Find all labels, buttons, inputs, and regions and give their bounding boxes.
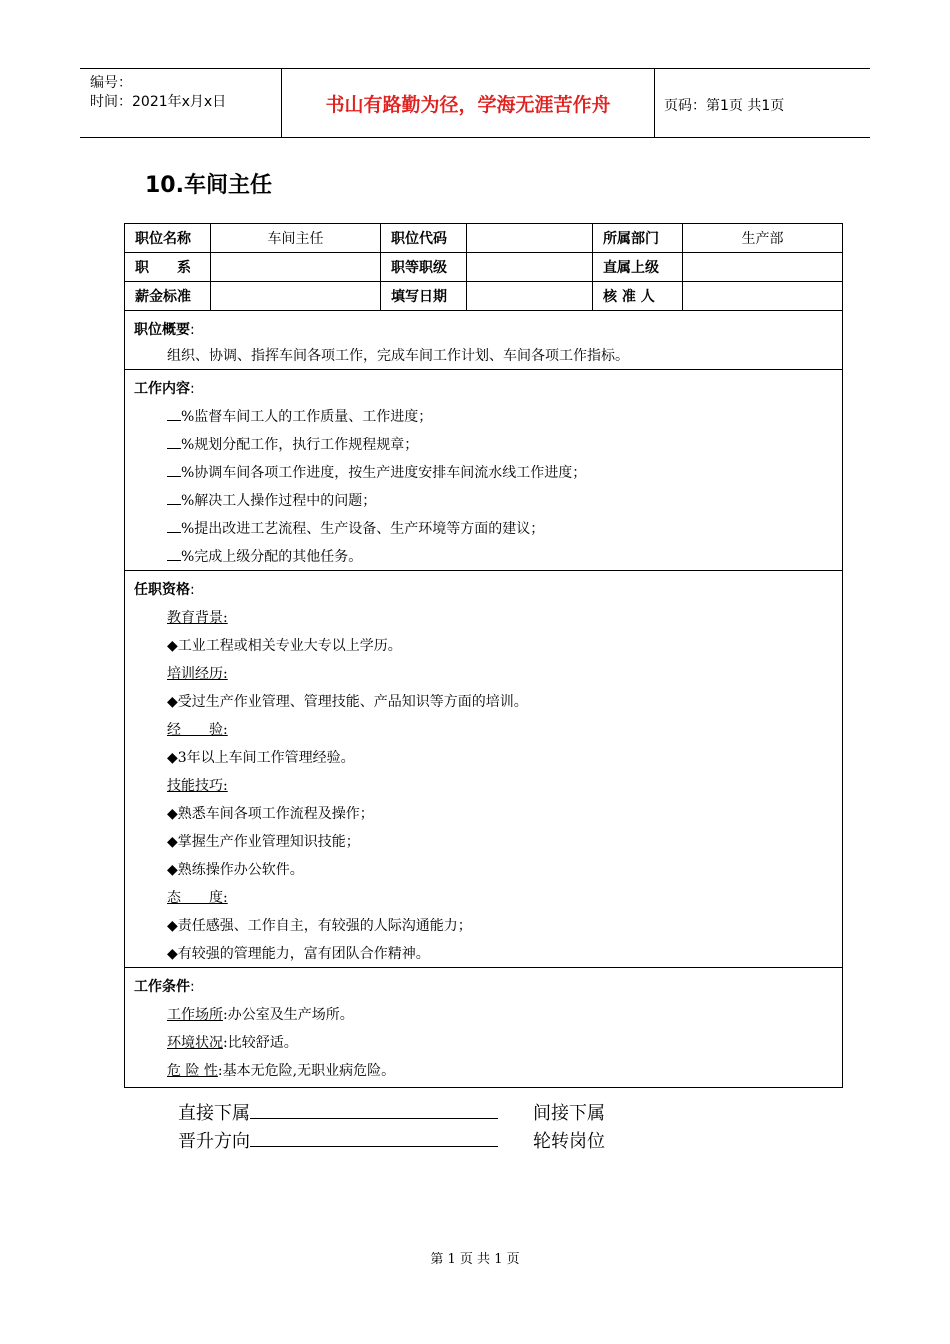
list-item: ◆受过生产作业管理、管理技能、产品知识等方面的培训。 xyxy=(167,694,528,710)
table-row xyxy=(125,282,843,311)
key-cell: 薪金标准 xyxy=(125,282,211,311)
promotion-direction: 晋升方向 xyxy=(178,1127,498,1153)
list-item: %解决工人操作过程中的问题； xyxy=(167,490,376,510)
value-cell xyxy=(211,282,381,311)
direct-subordinates: 直接下属 xyxy=(178,1099,498,1125)
key-cell: 职位名称 xyxy=(125,224,211,253)
list-item: %规划分配工作，执行工作规程规章； xyxy=(167,434,418,454)
condition-risk: 危 险 性:基本无危险,无职业病危险。 xyxy=(167,1063,396,1079)
page-info: 页码：第1页 共1页 xyxy=(664,98,785,114)
list-item: %协调车间各项工作进度，按生产进度安排车间流水线工作进度； xyxy=(167,462,586,482)
value-cell xyxy=(683,253,843,282)
key-cell: 职 系 xyxy=(125,253,211,282)
value-cell xyxy=(467,224,593,253)
table-row xyxy=(125,253,843,282)
info-table xyxy=(124,223,843,311)
list-item: ◆熟练操作办公软件。 xyxy=(167,862,304,878)
exp-label: 经 验: xyxy=(167,722,228,738)
value-cell xyxy=(467,253,593,282)
key-cell: 直属上级 xyxy=(593,253,683,282)
conditions-heading: 工作条件 xyxy=(134,979,190,995)
key-cell: 职位代码 xyxy=(381,224,467,253)
value-cell xyxy=(211,253,381,282)
summary-heading: 职位概要 xyxy=(134,322,190,338)
key-cell: 核 准 人 xyxy=(593,282,683,311)
condition-env: 环境状况:比较舒适。 xyxy=(167,1035,298,1051)
train-label: 培训经历: xyxy=(167,666,228,682)
condition-place: 工作场所:办公室及生产场所。 xyxy=(167,1007,354,1023)
qualifications-heading: 任职资格 xyxy=(134,582,190,598)
list-item: ◆责任感强、工作自主，有较强的人际沟通能力； xyxy=(167,918,472,934)
motto: 书山有路勤为径，学海无涯苦作舟 xyxy=(281,69,655,137)
header-meta xyxy=(80,69,280,137)
number-label: 编号： xyxy=(90,75,132,91)
list-item: ◆工业工程或相关专业大专以上学历。 xyxy=(167,638,402,654)
edu-label: 教育背景: xyxy=(167,610,228,626)
value-cell: 生产部 xyxy=(683,224,843,253)
list-item: ◆有较强的管理能力，富有团队合作精神。 xyxy=(167,946,430,962)
skill-label: 技能技巧: xyxy=(167,778,228,794)
duties-section: 工作内容: %监督车间工人的工作质量、工作进度； %规划分配工作，执行工作规程规章； %协调车间各项工作进度，按生产进度安排车间流水线工作进度； %解决工人操作过程中的问题； %提出改进工艺流程、生产设备、生产环境等方面的建议； %完成上级分配的其他任务。 xyxy=(124,370,843,571)
summary-text: 组织、协调、指挥车间各项工作，完成车间工作计划、车间各项工作指标。 xyxy=(167,348,629,364)
qualifications-section: 任职资格: 教育背景: ◆工业工程或相关专业大专以上学历。 培训经历: ◆受过生产作业管理、管理技能、产品知识等方面的培训。 经 验: ◆3年以上车间工作管理经验。 技能技巧: ◆熟悉车间各项工作流程及操作； ◆掌握生产作业管理知识技能； ◆熟练操作办公软件。 态 度: ◆责任感强、工作自主，有较强的人际沟通能力； ◆有较强的管理能力，富有团队合作精神。 xyxy=(124,571,843,968)
list-item: ◆熟悉车间各项工作流程及操作； xyxy=(167,806,374,822)
page-title: 10.车间主任 xyxy=(145,173,272,198)
value-cell: 车间主任 xyxy=(211,224,381,253)
rotation-positions: 轮转岗位 xyxy=(533,1131,605,1152)
list-item: ◆掌握生产作业管理知识技能； xyxy=(167,834,360,850)
value-cell xyxy=(467,282,593,311)
list-item: %监督车间工人的工作质量、工作进度； xyxy=(167,406,432,426)
duties-heading: 工作内容 xyxy=(134,381,190,397)
attitude-label: 态 度: xyxy=(167,890,228,906)
list-item: ◆3年以上车间工作管理经验。 xyxy=(167,750,355,766)
summary-section: 职位概要: 组织、协调、指挥车间各项工作，完成车间工作计划、车间各项工作指标。 xyxy=(124,311,843,370)
value-cell xyxy=(683,282,843,311)
indirect-subordinates: 间接下属 xyxy=(533,1103,605,1124)
time-label: 时间：2021年x月x日 xyxy=(90,94,227,110)
list-item: %提出改进工艺流程、生产设备、生产环境等方面的建议； xyxy=(167,518,544,538)
list-item: %完成上级分配的其他任务。 xyxy=(167,546,362,566)
page-number: 第 1 页 共 1 页 xyxy=(430,1252,520,1267)
page-header xyxy=(80,68,870,138)
key-cell: 所属部门 xyxy=(593,224,683,253)
conditions-section: 工作条件: 工作场所:办公室及生产场所。 环境状况:比较舒适。 危 险 性:基本无危险,无职业病危险。 xyxy=(124,968,843,1088)
table-row xyxy=(125,224,843,253)
key-cell: 职等职级 xyxy=(381,253,467,282)
key-cell: 填写日期 xyxy=(381,282,467,311)
